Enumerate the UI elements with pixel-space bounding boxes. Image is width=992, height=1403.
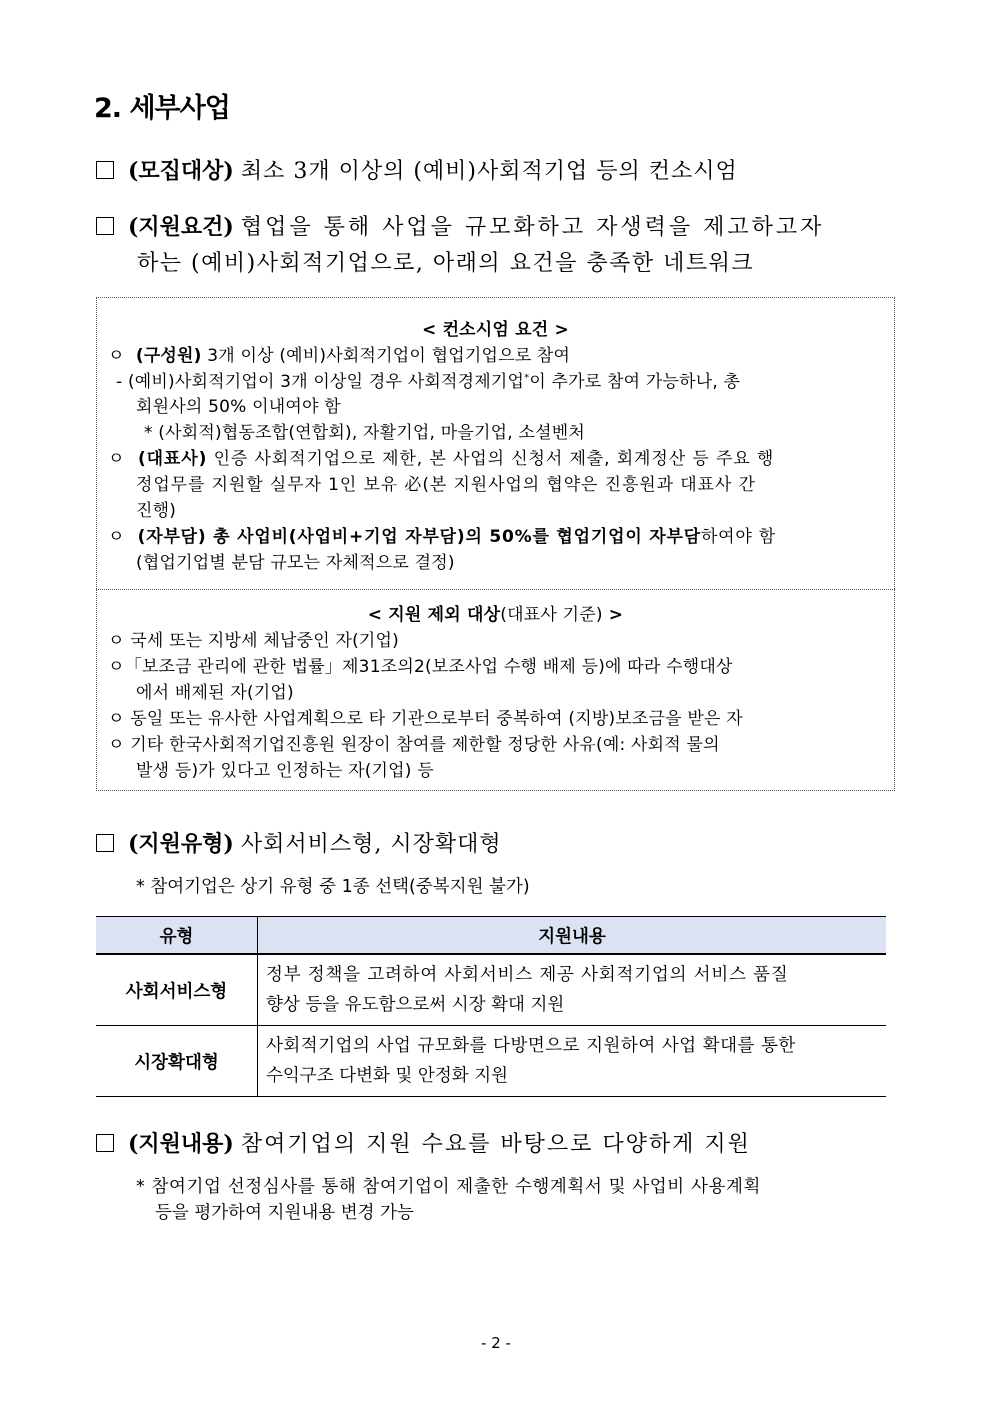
page-number: - 2 - — [481, 1334, 511, 1352]
req-label: (대표사) — [137, 449, 208, 469]
exclusion-item: ㅇ「보조금 관리에 관한 법률」제31조의2(보조사업 수행 배제 등)에 따라 수행대상 — [108, 657, 733, 677]
section-label: (지원유형) — [128, 831, 234, 857]
consortium-heading: < 컨소시엄 요건 > — [422, 320, 569, 340]
req-label: (구성원) — [135, 346, 202, 366]
table-row — [96, 954, 886, 1026]
section-text: 사회서비스형, 시장확대형 — [240, 832, 502, 857]
section-support-content — [96, 1127, 751, 1158]
table-header: 지원내용 — [258, 917, 887, 955]
bullet: ㅇ — [108, 527, 126, 547]
section-text: 협업을 통해 사업을 규모화하고 자생력을 제고하고자 — [240, 215, 825, 240]
section-requirements-cont — [137, 246, 754, 277]
req-self-funding — [108, 522, 776, 547]
content-line: 정부 정책을 고려하여 사회서비스 제공 사회적기업의 서비스 품질 — [266, 965, 789, 985]
section-requirements — [96, 210, 824, 241]
table-cell-content — [258, 1026, 887, 1097]
section-text-cont: 하는 (예비)사회적기업으로, 아래의 요건을 충족한 네트워크 — [137, 251, 755, 276]
table-row — [96, 1026, 886, 1097]
section-text: 참여기업의 지원 수요를 바탕으로 다양하게 지원 — [240, 1132, 751, 1157]
exclusion-heading-bold: < 지원 제외 대상 — [367, 605, 501, 625]
section-label: (모집대상) — [128, 158, 234, 184]
section-support-type — [96, 827, 502, 858]
section-label: (지원내용) — [128, 1131, 234, 1157]
req-sub-text: - (예비)사회적기업이 3개 이상일 경우 사회적경제기업 — [116, 372, 525, 392]
bullet: ㅇ — [108, 346, 125, 366]
req-members-sub2: 회원사의 50% 이내여야 함 — [136, 397, 341, 417]
req-label: (자부담) 총 사업비(사업비+기업 자부담)의 50%를 협업기업이 자부담 — [137, 527, 701, 547]
checkbox-icon — [96, 161, 114, 179]
checkbox-icon — [96, 1134, 114, 1152]
exclusion-item-cont: 에서 배제된 자(기업) — [136, 683, 294, 703]
support-type-note: * 참여기업은 상기 유형 중 1종 선택(중복지원 불가) — [136, 877, 530, 897]
content-line: 사회적기업의 사업 규모화를 다방면으로 지원하여 사업 확대를 통한 — [266, 1036, 796, 1056]
req-sub-text-cont: 이 추가로 참여 가능하나, 총 — [529, 372, 741, 392]
section-text: 최소 3개 이상의 (예비)사회적기업 등의 컨소시엄 — [240, 159, 738, 184]
table-cell-type: 시장확대형 — [96, 1026, 258, 1097]
exclusion-item: ㅇ 동일 또는 유사한 사업계획으로 타 기관으로부터 중복하여 (지방)보조금을 받은 자 — [108, 709, 743, 729]
req-members — [108, 341, 570, 366]
req-text: 인증 사회적기업으로 제한, 본 사업의 신청서 제출, 회계정산 등 주요 행 — [213, 449, 775, 469]
exclusion-heading — [96, 600, 895, 625]
table-cell-type: 사회서비스형 — [96, 954, 258, 1026]
box-divider — [96, 589, 895, 590]
exclusion-item-cont: 발생 등)가 있다고 인정하는 자(기업) 등 — [136, 761, 434, 781]
req-representative — [108, 444, 774, 469]
support-content-note-cont: 등을 평가하여 지원내용 변경 가능 — [155, 1203, 414, 1223]
bullet: ㅇ — [108, 449, 126, 469]
req-self-funding-cont: (협업기업별 분담 규모는 자체적으로 결정) — [136, 553, 455, 573]
support-content-note: * 참여기업 선정심사를 통해 참여기업이 제출한 수행계획서 및 사업비 사용계획 — [136, 1177, 761, 1197]
table-cell-content — [258, 954, 887, 1026]
section-label: (지원요건) — [128, 214, 234, 240]
req-text: 하여야 함 — [700, 527, 777, 547]
content-line: 수익구조 다변화 및 안정화 지원 — [266, 1066, 509, 1086]
section-recruitment — [96, 154, 738, 185]
req-representative-cont2: 진행) — [136, 501, 177, 521]
content-line: 향상 등을 유도함으로써 시장 확대 지원 — [266, 995, 565, 1015]
req-members-sub — [116, 367, 740, 392]
req-text: 3개 이상 (예비)사회적기업이 협업기업으로 참여 — [207, 346, 571, 366]
req-representative-cont: 정업무를 지원할 실무자 1인 보유 必(본 지원사업의 협약은 진흥원과 대표사 간 — [136, 475, 756, 495]
table-header: 유형 — [96, 917, 258, 955]
exclusion-heading-end: > — [602, 605, 624, 625]
checkbox-icon — [96, 834, 114, 852]
checkbox-icon — [96, 217, 114, 235]
footnote-mark: * — [524, 372, 530, 384]
req-footnote: * (사회적)협동조합(연합회), 자활기업, 마을기업, 소셜벤처 — [144, 423, 585, 443]
table-header-row — [96, 917, 886, 955]
exclusion-heading-text: (대표사 기준) — [500, 605, 603, 625]
support-type-table — [96, 916, 886, 1097]
exclusion-item: ㅇ 기타 한국사회적기업진흥원 원장이 참여를 제한할 정당한 사유(예: 사회적 물의 — [108, 735, 720, 755]
exclusion-item: ㅇ 국세 또는 지방세 체납중인 자(기업) — [108, 631, 400, 651]
page-title: 2. 세부사업 — [94, 93, 230, 124]
